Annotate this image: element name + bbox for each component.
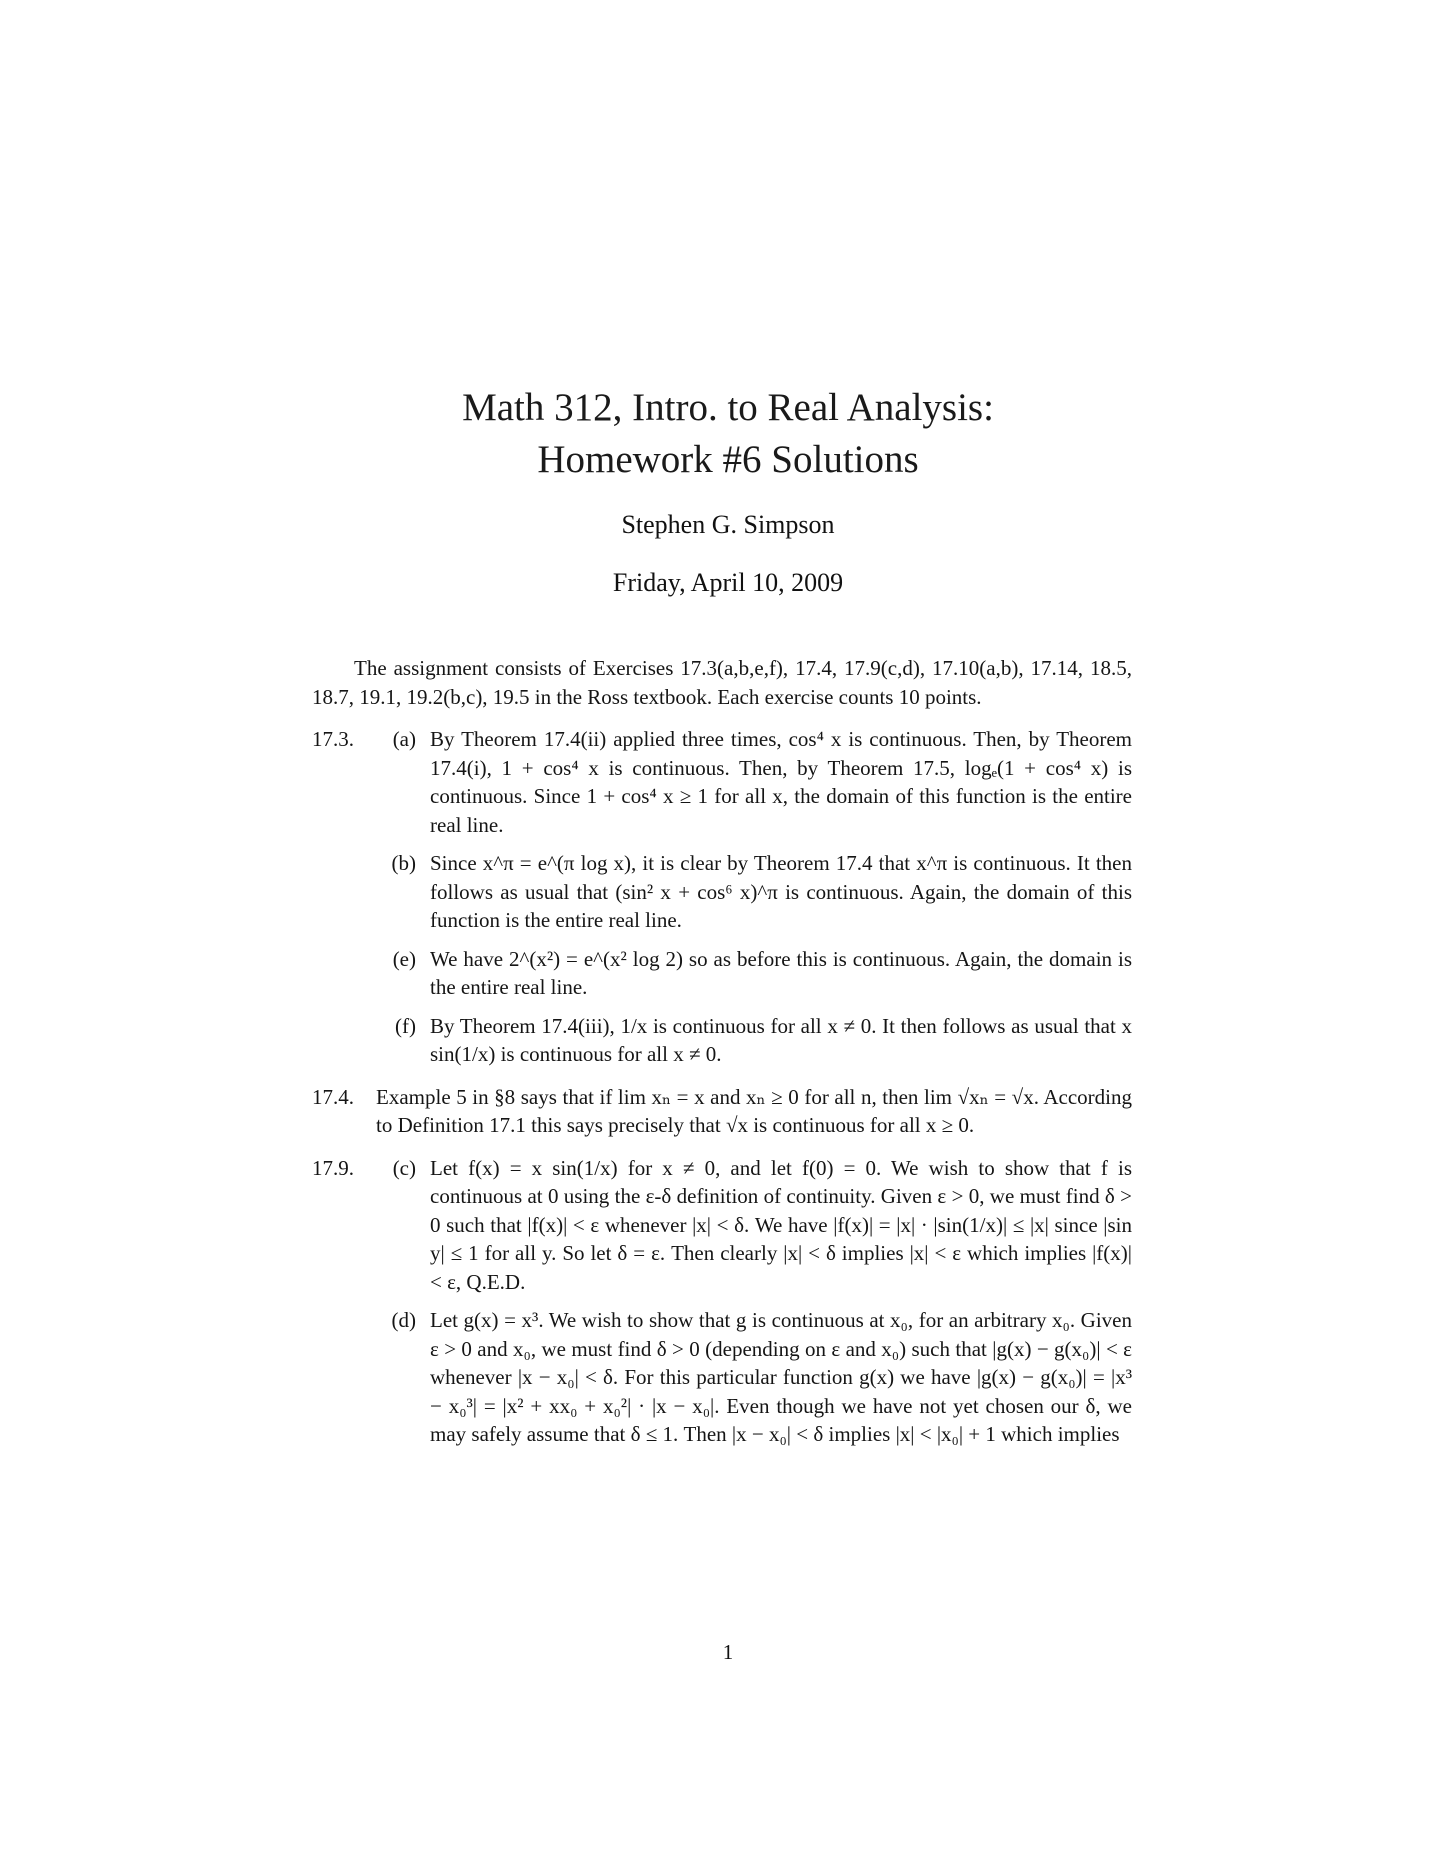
exercise-part: [376, 1154, 1132, 1297]
exercise-17-9: [312, 1154, 1132, 1449]
title-line-1: Math 312, Intro. to Real Analysis:: [462, 386, 994, 429]
page-number: 1: [722, 1640, 734, 1664]
exercise-part: [376, 725, 1132, 839]
part-label: (a): [392, 727, 416, 751]
part-label: (e): [392, 946, 416, 971]
part-text: By Theorem 17.4(ii) applied three times, cos⁴ x is continuous. Then, by Theorem 17.4(i), 1 + cos⁴ x is continuous. Then, by Theorem 17.5, logₑ(1 + cos⁴ x) is continuous. Since 1 + cos⁴ x ≥ 1 for all x, the domain of this function is the entire real line.: [430, 727, 1132, 837]
exercise-part: [376, 1306, 1132, 1449]
exercise-part: [376, 849, 1132, 935]
part-label: (c): [392, 1155, 416, 1180]
part-label: (d): [391, 1308, 416, 1332]
document-body: [312, 654, 1132, 1463]
exercise-number: 17.4.: [312, 1084, 354, 1109]
exercise-17-3: [312, 725, 1132, 1069]
intro-paragraph: The assignment consists of Exercises 17.3(a,b,e,f), 17.4, 17.9(c,d), 17.10(a,b), 17.14, 18.5, 18.7, 19.1, 19.2(b,c), 19.5 in the Ross textbook. Each exercise counts 10 points.: [312, 656, 1132, 709]
part-text: Since x^π = e^(π log x), it is clear by Theorem 17.4 that x^π is continuous. It then follows as usual that (sin² x + cos⁶ x)^π is continuous. Again, the domain of this function is the entire real line.: [430, 851, 1132, 932]
exercise-part: [376, 1012, 1132, 1069]
part-label: (f): [395, 1013, 416, 1038]
title-line-2: Homework #6 Solutions: [537, 438, 919, 481]
exercise-part: [376, 945, 1132, 1002]
part-text: Let f(x) = x sin(1/x) for x ≠ 0, and let f(0) = 0. We wish to show that f is continuous at 0 using the ε-δ definition of continuity. Given ε > 0, we must find δ > 0 such that |f(x)| < ε whenever |x| < δ. We have |f(x)| = |x| · |sin(1/x)| ≤ |x| since |sin y| ≤ 1 for all y. So let δ = ε. Then clearly |x| < δ implies |x| < ε which implies |f(x)| < ε, Q.E.D.: [430, 1155, 1132, 1294]
exercise-text: Example 5 in §8 says that if lim xₙ = x and xₙ ≥ 0 for all n, then lim √xₙ = √x. According to Definition 17.1 this says precisely that √x is continuous for all x ≥ 0.: [376, 1084, 1132, 1137]
part-text: By Theorem 17.4(iii), 1/x is continuous for all x ≠ 0. It then follows as usual that x sin(1/x) is continuous for all x ≠ 0.: [430, 1013, 1132, 1066]
exercise-number: 17.9.: [312, 1155, 354, 1180]
part-text: Let g(x) = x³. We wish to show that g is continuous at x₀, for an arbitrary x₀. Given ε > 0 and x₀, we must find δ > 0 (depending on ε and x₀) such that |g(x) − g(x₀)| < ε whenever |x − x₀| < δ. For this particular function g(x) we have |g(x) − g(x₀)| = |x³ − x₀³| = |x² + xx₀ + x₀²| · |x − x₀|. Even though we have not yet chosen our δ, we may safely assume that δ ≤ 1. Then |x − x₀| < δ implies |x| < |x₀| + 1 which implies: [430, 1308, 1132, 1446]
exercise-17-4: [312, 1083, 1132, 1140]
author-name: Stephen G. Simpson: [621, 510, 835, 539]
document-date: Friday, April 10, 2009: [612, 568, 844, 597]
exercise-number: 17.3.: [312, 727, 354, 751]
document-title: [0, 382, 1456, 486]
part-text: We have 2^(x²) = e^(x² log 2) so as before this is continuous. Again, the domain is the entire real line.: [430, 946, 1132, 999]
part-label: (b): [391, 851, 416, 875]
